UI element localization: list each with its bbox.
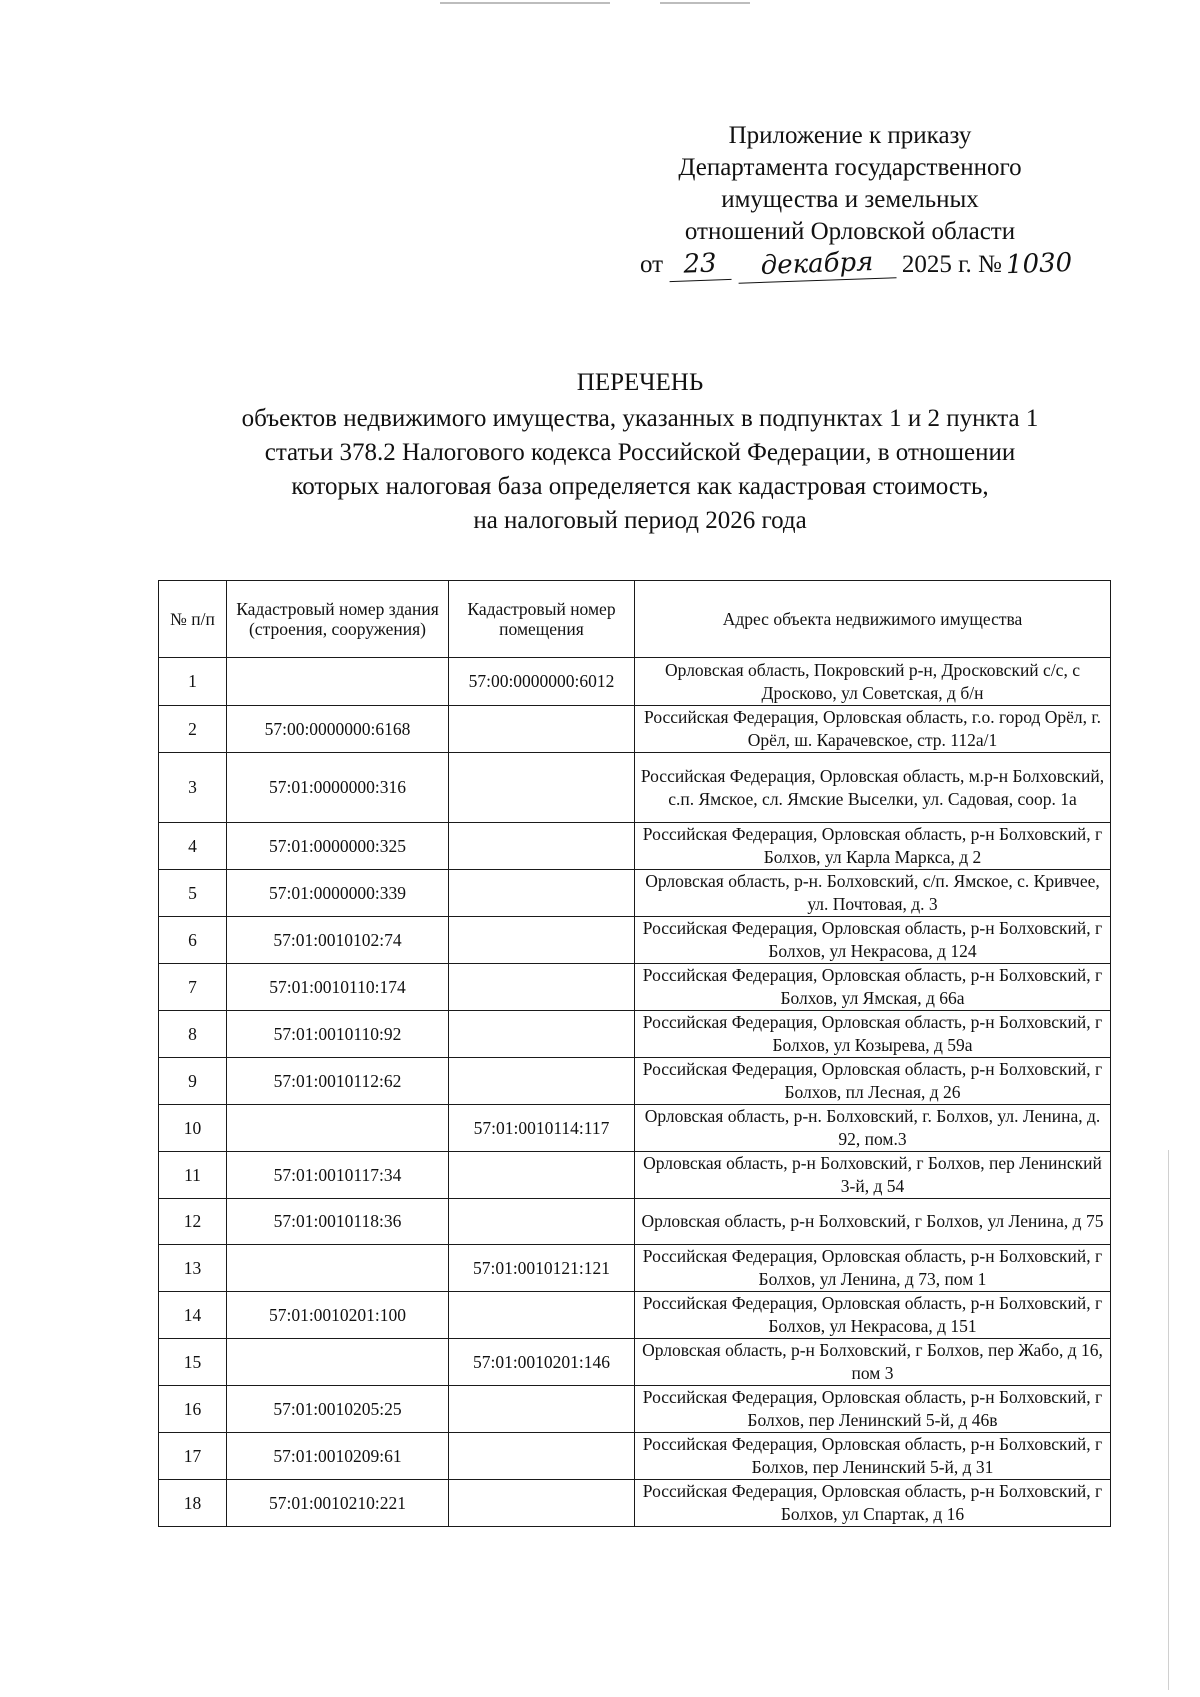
room-cadastral-number [449, 1292, 635, 1339]
table-row [159, 1058, 1111, 1105]
building-cadastral-number: 57:01:0010210:221 [227, 1480, 449, 1527]
scan-artifact-top [440, 2, 610, 4]
property-address: Российская Федерация, Орловская область, р-н Болховский, г Болхов, пл Лесная, д 26 [635, 1058, 1111, 1105]
table-row [159, 1339, 1111, 1386]
property-address: Российская Федерация, Орловская область, р-н Болховский, г Болхов, ул Спартак, д 16 [635, 1480, 1111, 1527]
room-cadastral-number [449, 1058, 635, 1105]
row-number: 15 [159, 1339, 227, 1386]
property-address: Орловская область, р-н Болховский, г Болхов, ул Ленина, д 75 [635, 1199, 1111, 1245]
document-title [150, 366, 1130, 538]
building-cadastral-number: 57:01:0010102:74 [227, 917, 449, 964]
handwritten-month: декабря [737, 245, 896, 283]
appendix-line-2: Департамента государственного [678, 154, 1022, 181]
table-row [159, 1386, 1111, 1433]
property-address: Российская Федерация, Орловская область, р-н Болховский, г Болхов, ул Некрасова, д 124 [635, 917, 1111, 964]
table-row [159, 753, 1111, 823]
property-address: Орловская область, Покровский р-н, Дросковский с/с, с Дросково, ул Советская, д б/н [635, 658, 1111, 706]
building-cadastral-number: 57:01:0010118:36 [227, 1199, 449, 1245]
room-cadastral-number [449, 1199, 635, 1245]
table-row [159, 1105, 1111, 1152]
room-cadastral-number [449, 1386, 635, 1433]
row-number: 10 [159, 1105, 227, 1152]
building-cadastral-number: 57:01:0010205:25 [227, 1386, 449, 1433]
table-row [159, 1245, 1111, 1292]
room-cadastral-number: 57:01:0010201:146 [449, 1339, 635, 1386]
room-cadastral-number: 57:01:0010121:121 [449, 1245, 635, 1292]
room-cadastral-number [449, 917, 635, 964]
appendix-line-1: Приложение к приказу [728, 122, 972, 149]
order-date-line [640, 247, 1073, 281]
table-row [159, 1199, 1111, 1245]
building-cadastral-number: 57:01:0000000:339 [227, 870, 449, 917]
header-room-cadastral: Кадастровый номер помещения [449, 581, 635, 658]
building-cadastral-number: 57:01:0010110:92 [227, 1011, 449, 1058]
property-address: Российская Федерация, Орловская область, г.о. город Орёл, г. Орёл, ш. Карачевское, стр. 112а/1 [635, 706, 1111, 753]
room-cadastral-number [449, 706, 635, 753]
title-line-4: на налоговый период 2026 года [473, 507, 807, 534]
room-cadastral-number [449, 1480, 635, 1527]
row-number: 8 [159, 1011, 227, 1058]
building-cadastral-number: 57:00:0000000:6168 [227, 706, 449, 753]
room-cadastral-number: 57:00:0000000:6012 [449, 658, 635, 706]
property-address: Российская Федерация, Орловская область, р-н Болховский, г Болхов, пер Ленинский 5-й, д 31 [635, 1433, 1111, 1480]
appendix-line-4: отношений Орловской области [684, 218, 1016, 245]
building-cadastral-number [227, 1245, 449, 1292]
header-address: Адрес объекта недвижимого имущества [635, 581, 1111, 658]
room-cadastral-number [449, 823, 635, 870]
building-cadastral-number: 57:01:0000000:325 [227, 823, 449, 870]
building-cadastral-number: 57:01:0010201:100 [227, 1292, 449, 1339]
order-prefix: от [640, 251, 664, 278]
scan-artifact-right-edge [1168, 1150, 1169, 1690]
table-row [159, 823, 1111, 870]
table-row [159, 964, 1111, 1011]
room-cadastral-number: 57:01:0010114:117 [449, 1105, 635, 1152]
header-number: № п/п [159, 581, 227, 658]
handwritten-order-number: 1030 [1005, 247, 1073, 281]
property-address: Орловская область, р-н. Болховский, с/п. Ямское, с. Кривчее, ул. Почтовая, д. 3 [635, 870, 1111, 917]
building-cadastral-number: 57:01:0010117:34 [227, 1152, 449, 1199]
table-row [159, 1433, 1111, 1480]
room-cadastral-number [449, 964, 635, 1011]
building-cadastral-number: 57:01:0000000:316 [227, 753, 449, 823]
header-building-cadastral: Кадастровый номер здания (строения, сооружения) [227, 581, 449, 658]
building-cadastral-number: 57:01:0010209:61 [227, 1433, 449, 1480]
title-line-2: статьи 378.2 Налогового кодекса Российской Федерации, в отношении [264, 439, 1016, 466]
title-line-1: объектов недвижимого имущества, указанных в подпунктах 1 и 2 пункта 1 [241, 405, 1039, 432]
row-number: 4 [159, 823, 227, 870]
property-address: Российская Федерация, Орловская область, р-н Болховский, г Болхов, ул Ленина, д 73, пом 1 [635, 1245, 1111, 1292]
property-address: Орловская область, р-н Болховский, г Болхов, пер Ленинский 3-й, д 54 [635, 1152, 1111, 1199]
table-row [159, 658, 1111, 706]
room-cadastral-number [449, 870, 635, 917]
room-cadastral-number [449, 1011, 635, 1058]
row-number: 16 [159, 1386, 227, 1433]
table-row [159, 1480, 1111, 1527]
row-number: 5 [159, 870, 227, 917]
building-cadastral-number [227, 658, 449, 706]
table-row [159, 706, 1111, 753]
table-row [159, 870, 1111, 917]
property-address: Российская Федерация, Орловская область, р-н Болховский, г Болхов, пер Ленинский 5-й, д 46в [635, 1386, 1111, 1433]
row-number: 7 [159, 964, 227, 1011]
row-number: 17 [159, 1433, 227, 1480]
scan-artifact-top-right [660, 2, 750, 4]
property-address: Российская Федерация, Орловская область, р-н Болховский, г Болхов, ул Козырева, д 59а [635, 1011, 1111, 1058]
table-header-row [159, 581, 1111, 658]
table-body [159, 658, 1111, 1527]
row-number: 18 [159, 1480, 227, 1527]
row-number: 2 [159, 706, 227, 753]
property-table [158, 580, 1111, 1527]
property-address: Орловская область, р-н. Болховский, г. Болхов, ул. Ленина, д. 92, пом.3 [635, 1105, 1111, 1152]
row-number: 14 [159, 1292, 227, 1339]
building-cadastral-number [227, 1339, 449, 1386]
appendix-line-3: имущества и земельных [721, 186, 979, 213]
building-cadastral-number [227, 1105, 449, 1152]
row-number: 1 [159, 658, 227, 706]
building-cadastral-number: 57:01:0010110:174 [227, 964, 449, 1011]
table-row [159, 1011, 1111, 1058]
handwritten-day: 23 [669, 247, 732, 282]
row-number: 3 [159, 753, 227, 823]
row-number: 9 [159, 1058, 227, 1105]
property-address: Российская Федерация, Орловская область, м.р-н Болховский, с.п. Ямское, сл. Ямские Выселки, ул. Садовая, соор. 1а [635, 753, 1111, 823]
property-address: Российская Федерация, Орловская область, р-н Болховский, г Болхов, ул Карла Маркса, д 2 [635, 823, 1111, 870]
title-line-3: которых налоговая база определяется как кадастровая стоимость, [291, 473, 989, 500]
building-cadastral-number: 57:01:0010112:62 [227, 1058, 449, 1105]
row-number: 13 [159, 1245, 227, 1292]
row-number: 11 [159, 1152, 227, 1199]
property-address: Орловская область, р-н Болховский, г Болхов, пер Жабо, д 16, пом 3 [635, 1339, 1111, 1386]
room-cadastral-number [449, 753, 635, 823]
row-number: 6 [159, 917, 227, 964]
appendix-header [640, 120, 1073, 281]
row-number: 12 [159, 1199, 227, 1245]
room-cadastral-number [449, 1433, 635, 1480]
table-row [159, 1292, 1111, 1339]
property-address: Российская Федерация, Орловская область, р-н Болховский, г Болхов, ул Ямская, д 66а [635, 964, 1111, 1011]
table-row [159, 1152, 1111, 1199]
room-cadastral-number [449, 1152, 635, 1199]
order-year-text: 2025 г. № [901, 251, 1002, 278]
table-row [159, 917, 1111, 964]
property-address: Российская Федерация, Орловская область, р-н Болховский, г Болхов, ул Некрасова, д 151 [635, 1292, 1111, 1339]
document-heading: ПЕРЕЧЕНЬ [576, 369, 704, 396]
